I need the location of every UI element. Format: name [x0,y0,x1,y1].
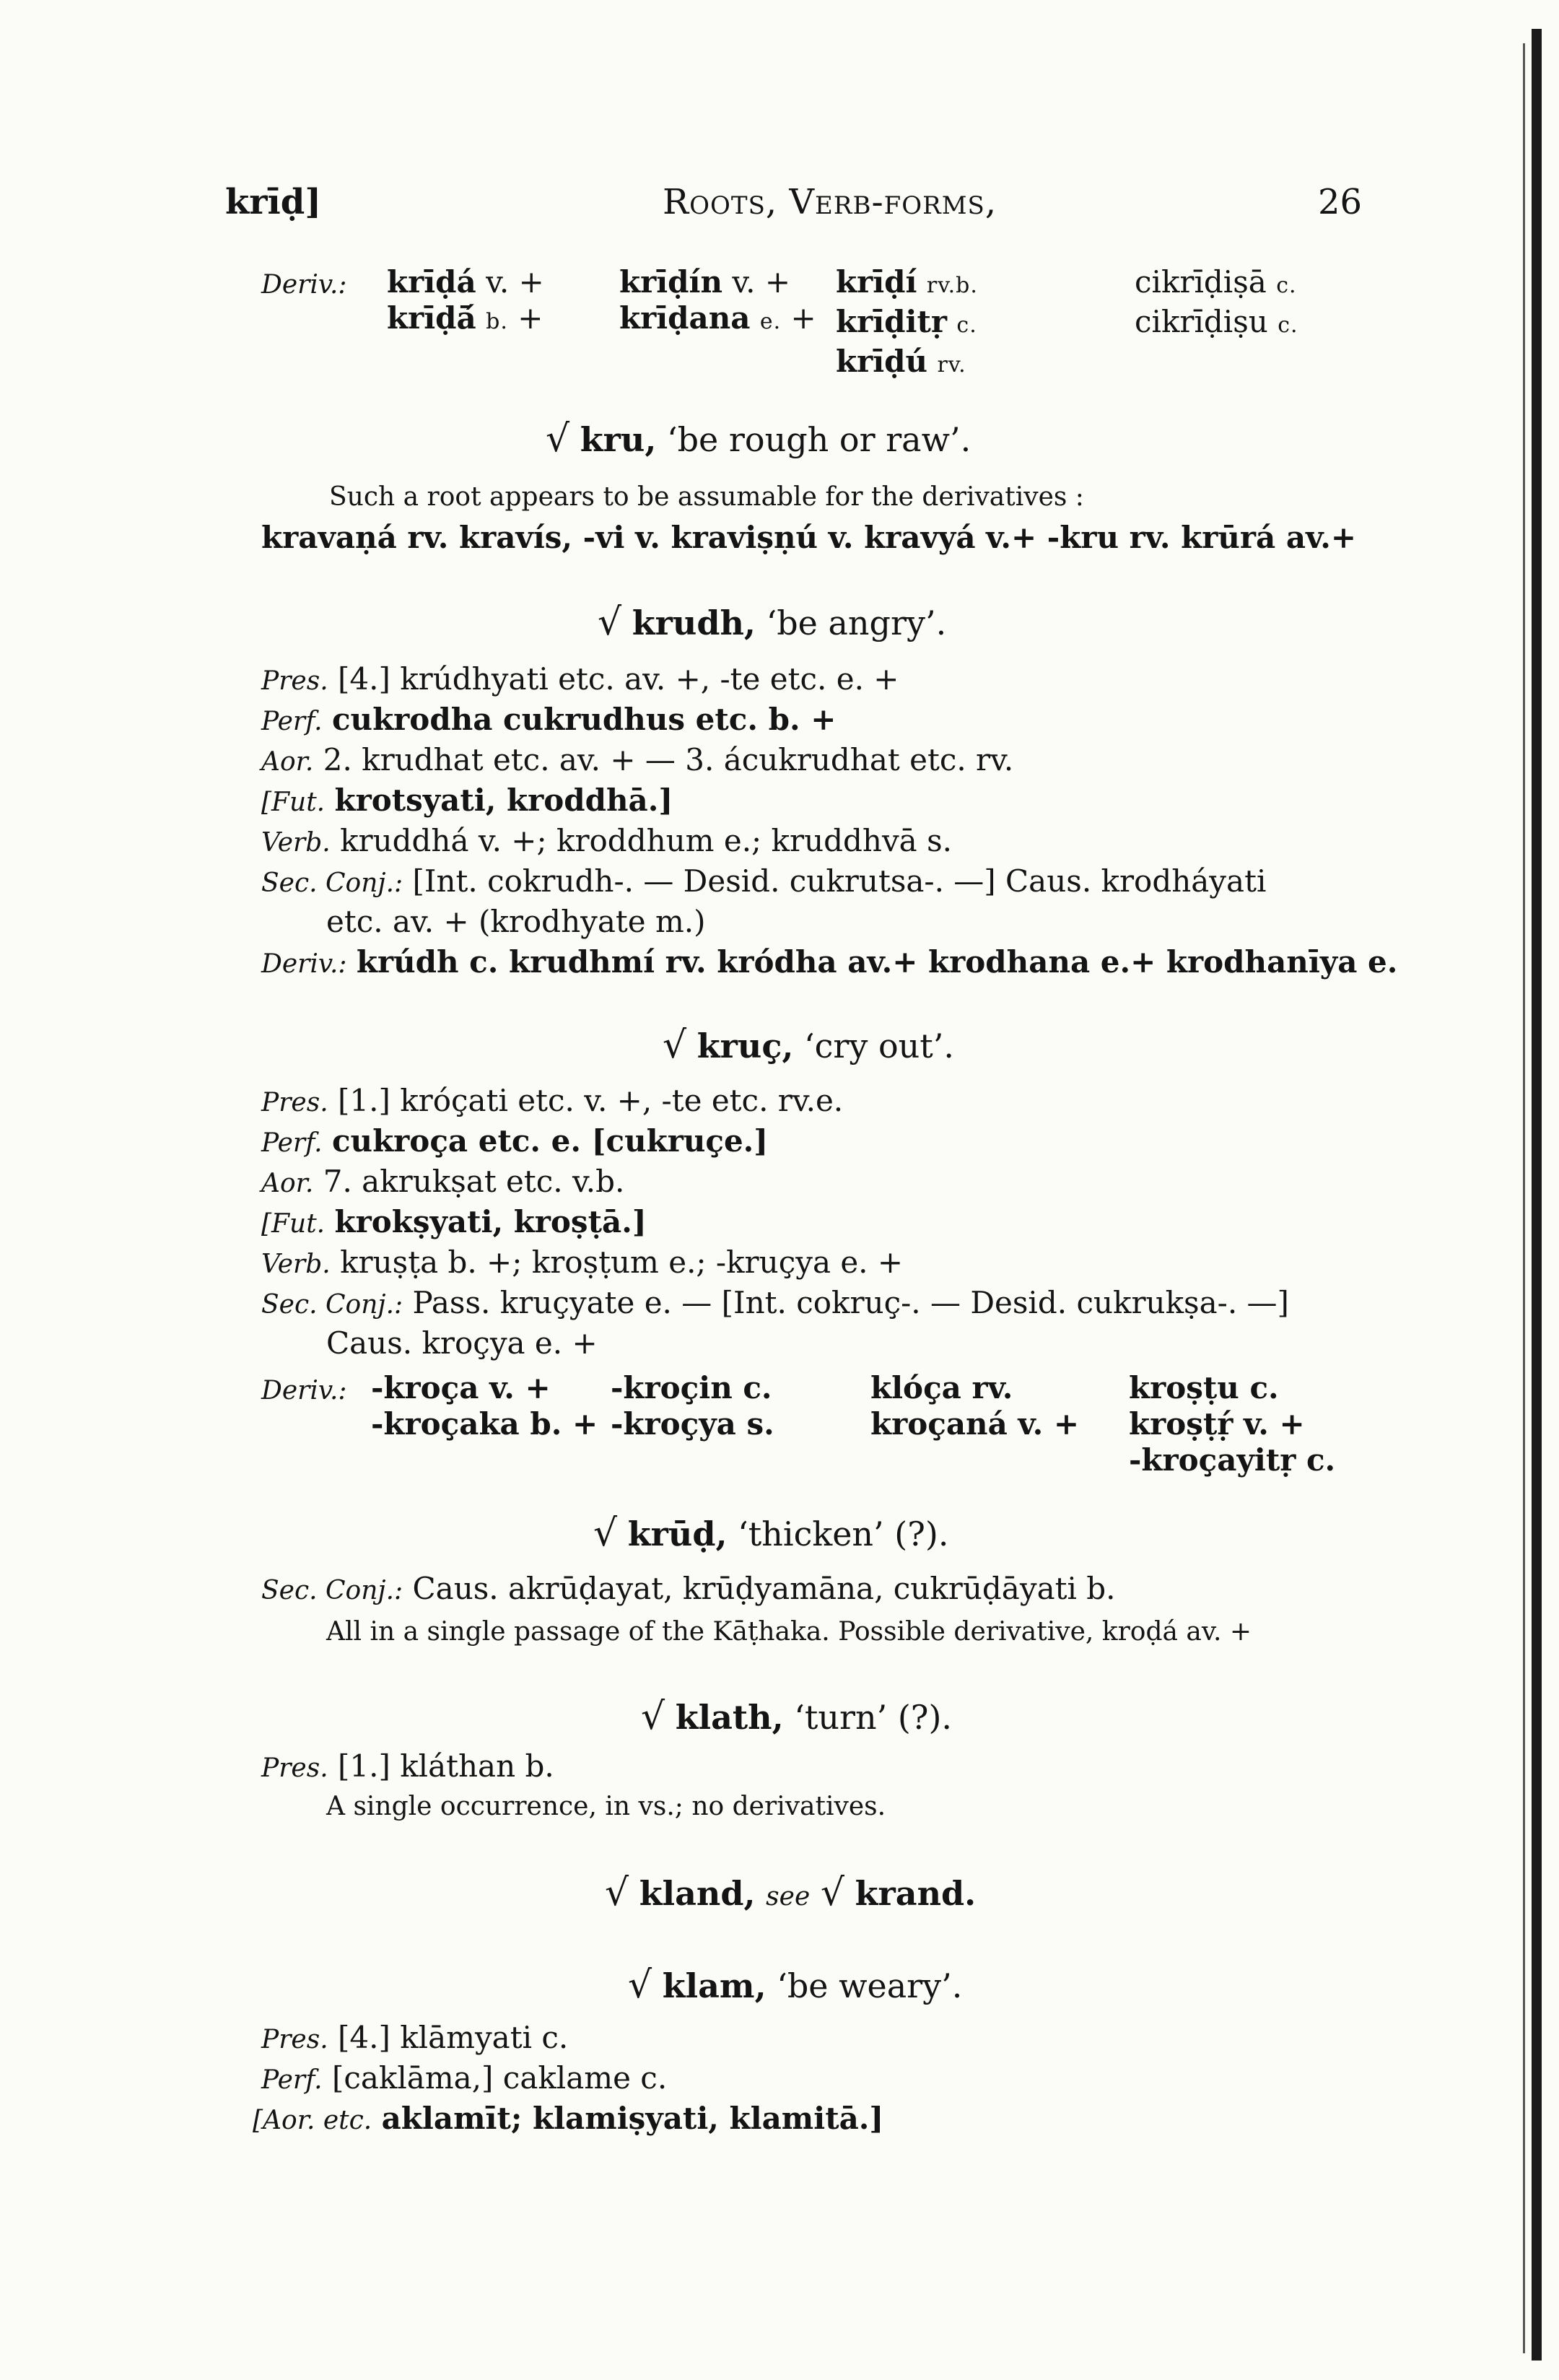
deriv-word: cikrīḍiṣā [1135,264,1267,300]
kruc-fut [261,1204,647,1242]
root-word: klam, [662,1966,767,2005]
kruc-verb [261,1245,903,1283]
form-text: kruṣṭa b. +; kroṣṭum e.; -kruçya e. + [340,1245,904,1280]
form-text: [1.] króçati etc. v. +, -te etc. rv.e. [338,1083,844,1118]
krudh-pres [261,661,899,699]
deriv-word: kroṣṭu c. [1129,1370,1279,1405]
kruc-pres [261,1083,843,1121]
krud-sec [261,1571,1116,1609]
form-text: 2. krudhat etc. av. + — 3. ácukrudhat etc. rv. [323,742,1014,777]
deriv-word: -kroça v. + [371,1370,551,1405]
form-label: Aor. [261,747,314,777]
entry-heading-kland [605,1873,976,1917]
reference-target: krand. [855,1874,977,1913]
kruc-sec-cont: Caus. kroçya e. + [326,1325,598,1361]
deriv-word: krīḍitṛ [836,304,948,339]
root-sign-icon: √ [628,1963,652,2007]
form-label: Pres. [261,666,328,696]
form-text: cukroça etc. e. [cukruçe.] [331,1123,769,1159]
form-label: Perf. [261,2065,323,2095]
form-text: cukrodha cukrudhus etc. b. + [331,702,837,737]
form-label: Sec. Conj.: [261,1576,403,1605]
form-label: [Fut. [261,788,326,817]
root-word: krūḍ, [627,1514,728,1553]
deriv-source: b. [486,309,508,334]
krudh-deriv [261,944,1397,982]
form-label: Deriv.: [261,949,347,979]
deriv-word: krīḍá [387,264,476,300]
deriv-col-4 [1135,264,1298,344]
entry-heading-klam [628,1965,962,2006]
form-text: krotsyati, kroddhā.] [334,783,673,818]
root-word: klath, [675,1698,784,1737]
kru-note: Such a root appears to be assumable for the derivatives : [329,482,1084,512]
root-gloss: ‘thicken’ (?). [738,1514,949,1553]
form-text: aklamīt; klamiṣyati, klamitā.] [381,2101,884,2136]
scan-edge-bar [1532,29,1542,2361]
deriv-source: v. [486,264,510,300]
deriv-source: rv.b. [926,273,978,298]
root-sign-icon: √ [820,1871,845,1914]
klam-perf [261,2060,667,2098]
krudh-verb [261,823,952,861]
form-label: Perf. [261,707,323,736]
klath-pres [261,1748,554,1787]
root-gloss: ‘be angry’. [766,603,947,642]
deriv-word: klóça rv. [870,1370,1013,1405]
entry-heading-krud [593,1513,948,1554]
deriv-source: e. [759,309,782,334]
krudh-fut [261,783,673,821]
kruc-sec [261,1285,1289,1323]
kruc-deriv-col-2 [611,1370,774,1442]
form-label: Pres. [261,2025,328,2054]
root-sign-icon: √ [641,1695,665,1738]
form-label: [Fut. [261,1209,326,1239]
deriv-source: c. [956,313,977,338]
scan-edge-line [1523,43,1525,2353]
root-gloss: ‘turn’ (?). [794,1698,953,1737]
form-label: Aor. [261,1169,314,1198]
klam-aor [253,2101,883,2139]
deriv-col-1 [387,264,544,340]
deriv-plus: + [518,300,543,336]
root-sign-icon: √ [593,1512,618,1555]
form-label: Pres. [261,1753,328,1783]
form-text: [4.] krúdhyati etc. av. +, -te etc. e. + [338,661,899,697]
form-text: [1.] kláthan b. [338,1748,554,1784]
see-reference: see [766,1882,811,1912]
deriv-source: c. [1278,313,1298,338]
deriv-plus: + [790,300,816,336]
form-label: Verb. [261,828,331,858]
deriv-word: -kroçaka b. + [371,1406,598,1442]
deriv-plus: + [518,264,544,300]
root-sign-icon: √ [663,1024,687,1067]
kruc-deriv-col-4 [1129,1370,1335,1478]
deriv-word: -kroçin c. [611,1370,772,1405]
deriv-word: kroçaná v. + [870,1406,1080,1442]
krudh-perf [261,702,836,740]
form-label: Verb. [261,1250,331,1279]
deriv-source: v. [732,264,756,300]
root-word: kland, [639,1874,756,1913]
kruc-perf [261,1123,768,1161]
deriv-word: -kroçayitṛ c. [1129,1442,1336,1478]
root-word: krudh, [632,603,756,642]
deriv-col-3 [836,264,978,383]
kruc-aor [261,1164,624,1202]
root-sign-icon: √ [605,1871,629,1914]
deriv-word: cikrīḍiṣu [1135,304,1268,339]
deriv-col-2 [619,264,816,340]
root-gloss: ‘be rough or raw’. [666,420,971,459]
form-text: [Int. cokrudh-. — Desid. cukrutsa-. —] Caus. krodháyati [412,863,1267,899]
krudh-sec [261,863,1266,902]
deriv-word: kroṣṭṛ́ v. + [1129,1406,1305,1442]
deriv-source: c. [1276,273,1297,298]
form-text: [caklāma,] caklame c. [331,2060,668,2096]
kruc-deriv-col-1 [371,1370,598,1442]
kruc-deriv-col-3 [870,1370,1079,1442]
krudh-sec-cont: etc. av. + (krodhyate m.) [326,904,706,939]
form-label: Perf. [261,1128,323,1158]
page-number: 26 [1318,182,1363,222]
krud-note: All in a single passage of the Kāṭhaka. Possible derivative, kroḍá av. + [326,1617,1252,1647]
kruc-deriv-label: Deriv.: [261,1376,347,1405]
entry-heading-kruc [663,1025,954,1066]
deriv-word: krīḍú [836,344,928,379]
header-left: krīḍ] [225,182,322,222]
entry-heading-krudh [598,602,946,643]
deriv-word: -kroçya s. [611,1406,774,1442]
deriv-word: krīḍín [619,264,723,300]
form-text: 7. akrukṣat etc. v.b. [323,1164,625,1199]
form-label: [Aor. etc. [253,2106,372,2135]
header-title: Roots, Verb-forms, [663,182,997,222]
klath-note: A single occurrence, in vs.; no derivatives. [326,1792,886,1821]
klam-pres [261,2020,568,2058]
kru-derivs: kravaṇá rv. kravís, -vi v. kraviṣṇú v. kravyá v.+ -kru rv. krūrá av.+ [261,520,1357,555]
root-sign-icon: √ [546,417,570,461]
form-text: kruddhá v. +; kroddhum e.; kruddhvā s. [340,823,952,858]
deriv-word: krīḍā́ [387,300,476,336]
deriv-word: krīḍana [619,300,751,336]
root-word: kruç, [696,1026,794,1065]
deriv-word: krīḍí [836,264,917,300]
form-text: krokṣyati, kroṣṭā.] [334,1204,647,1239]
form-text: Caus. akrūḍayat, krūḍyamāna, cukrūḍāyati b. [412,1571,1116,1606]
deriv-source: rv. [937,352,966,378]
form-text: krúdh c. krudhmí rv. kródha av.+ krodhana e.+ krodhanīya e. [356,944,1398,980]
form-label: Sec. Conj.: [261,868,403,898]
krudh-aor [261,742,1013,780]
root-sign-icon: √ [598,601,622,644]
root-word: kru, [580,420,657,459]
root-gloss: ‘cry out’. [803,1026,955,1065]
entry-heading-klath [641,1696,952,1738]
deriv-label: Deriv.: [261,270,347,300]
form-text: [4.] klāmyati c. [338,2020,569,2055]
entry-heading-kru [546,419,971,460]
form-label: Pres. [261,1088,328,1117]
root-gloss: ‘be weary’. [777,1966,963,2005]
form-label: Sec. Conj.: [261,1290,403,1320]
form-text: Pass. kruçyate e. — [Int. cokruç-. — Desid. cukrukṣa-. —] [412,1285,1289,1320]
deriv-plus: + [764,264,791,300]
